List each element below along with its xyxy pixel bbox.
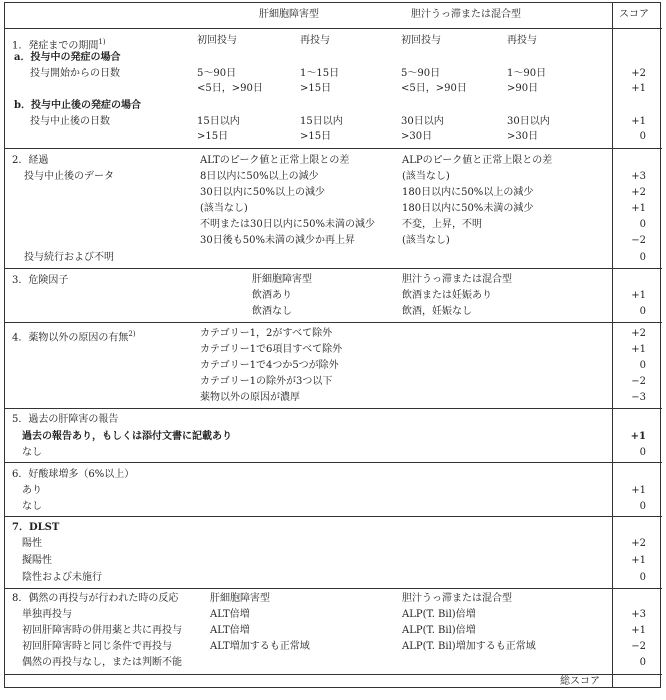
s1-b-r1-score: +1 <box>631 116 646 127</box>
s2-r1-b: (該当なし) <box>402 171 450 182</box>
s5-r2-score: 0 <box>639 447 646 458</box>
divider <box>4 268 662 269</box>
s8-r3-a: ALT増加するも正常域 <box>210 641 310 652</box>
s8-head-b: 胆汁うっ滞または混合型 <box>402 593 512 604</box>
s1-b-r2-score: 0 <box>639 131 646 142</box>
s8-r1-a: ALT倍増 <box>210 609 250 620</box>
section-3-title: 3．危険因子 <box>12 275 69 286</box>
s1-col-re-b: 再投与 <box>507 35 537 46</box>
s2-r4-a: 不明または30日以内に50%未満の減少 <box>200 219 375 230</box>
s7-r2-score: +1 <box>631 555 646 566</box>
s1-b-r1-c3: 30日以内 <box>401 116 444 127</box>
divider <box>4 516 662 517</box>
s1-b-r1-c1: 15日以内 <box>197 116 240 127</box>
s8-r2-score: +1 <box>631 625 646 636</box>
s5-r2: なし <box>22 447 42 458</box>
s6-r2: なし <box>22 501 42 512</box>
s2-r2-b: 180日以内に50%以上の減少 <box>402 187 534 198</box>
s1-a-title: a．投与中の発症の場合 <box>14 52 121 63</box>
s7-r1: 陽性 <box>22 538 42 549</box>
s6-r1-score: +1 <box>631 485 646 496</box>
s6-r1: あり <box>22 485 42 496</box>
s8-r3-cond: 初回肝障害時と同じ条件で再投与 <box>22 641 172 652</box>
s4-r3-score: 0 <box>639 360 646 371</box>
s1-a-r1-c4: 1～90日 <box>507 68 547 79</box>
s2-r1-score: +3 <box>631 171 646 182</box>
s2-r5-a: 30日後も50%未満の減少か再上昇 <box>200 235 355 246</box>
s7-r2: 擬陽性 <box>22 555 52 566</box>
divider <box>4 588 662 589</box>
s3-r2-a: 飲酒なし <box>252 306 292 317</box>
s7-r3-score: 0 <box>639 572 646 583</box>
s2-label: 投与中止後のデータ <box>24 171 114 182</box>
s1-col-initial-a: 初回投与 <box>197 35 237 46</box>
section-6-title: 6．好酸球増多（6%以上） <box>12 469 135 480</box>
s1-a-r2-c3: <5日，>90日 <box>401 83 467 94</box>
s3-head-a: 肝細胞障害型 <box>252 274 312 285</box>
s2-r2-a: 30日以内に50%以上の減少 <box>200 187 325 198</box>
s1-a-r2-c4: >90日 <box>507 83 539 94</box>
s8-r1-cond: 単独再投与 <box>22 609 72 620</box>
s1-a-r2-c1: <5日，>90日 <box>197 83 263 94</box>
divider <box>4 674 662 675</box>
s2-r3-score: +1 <box>631 203 646 214</box>
s8-head-a: 肝細胞障害型 <box>210 593 270 604</box>
s7-r1-score: +2 <box>631 538 646 549</box>
s1-b-r2-c4: >30日 <box>507 131 539 142</box>
s8-r2-b: ALP(T. Bil)倍増 <box>402 625 476 636</box>
s2-r3-b: 180日以内に50%未満の減少 <box>402 203 534 214</box>
s8-r3-score: −2 <box>631 641 646 652</box>
s2-head-b: ALPのピーク値と正常上限との差 <box>402 155 553 166</box>
s6-r2-score: 0 <box>639 501 646 512</box>
divider <box>4 322 662 323</box>
s2-r2-score: +2 <box>631 187 646 198</box>
s8-r4-cond: 偶然の再投与なし，または判断不能 <box>22 657 182 668</box>
total-score-label: 総スコア <box>560 676 600 687</box>
s4-r1: カテゴリー1，2がすべて除外 <box>200 328 333 339</box>
section-4-title: 4．薬物以外の原因の有無$^{2)}$ <box>12 330 136 344</box>
s8-r4-score: 0 <box>639 657 646 668</box>
section-7-title: 7．DLST <box>12 522 60 533</box>
s1-b-r2-c1: >15日 <box>197 131 229 142</box>
s5-r1-score: +1 <box>630 431 646 442</box>
s1-a-r1-c3: 5～90日 <box>401 68 441 79</box>
s4-r5: 薬物以外の原因が濃厚 <box>200 392 300 403</box>
s3-head-b: 胆汁うっ滞または混合型 <box>402 274 512 285</box>
s1-b-r1-c4: 30日以内 <box>507 116 550 127</box>
s4-r4-score: −2 <box>631 376 646 387</box>
s1-b-label: 投与中止後の日数 <box>30 116 110 127</box>
s8-r2-a: ALT倍増 <box>210 625 250 636</box>
s3-r2-score: 0 <box>639 306 646 317</box>
s3-r1-a: 飲酒あり <box>252 290 292 301</box>
s4-r1-score: +2 <box>631 328 646 339</box>
section-8-title: 8．偶然の再投与が行われた時の反応 <box>12 593 179 604</box>
s1-b-r1-c2: 15日以内 <box>300 116 343 127</box>
divider <box>4 462 662 463</box>
score-column-divider <box>612 2 613 688</box>
s1-a-label: 投与開始からの日数 <box>30 68 120 79</box>
header-cholestatic: 胆汁うっ滞または混合型 <box>411 9 521 20</box>
s2-r5-b: (該当なし) <box>402 235 450 246</box>
s1-b-r2-c3: >30日 <box>401 131 433 142</box>
s1-a-r1-score: +2 <box>631 68 646 79</box>
section-1-title: 1．発症までの期間$^{1)}$ <box>12 38 106 52</box>
s2-r3-a: (該当なし) <box>200 203 248 214</box>
s3-r1-b: 飲酒または妊娠あり <box>402 290 492 301</box>
s1-col-initial-b: 初回投与 <box>401 35 441 46</box>
s1-a-r1-c1: 5～90日 <box>197 68 237 79</box>
s1-a-r2-c2: >15日 <box>300 83 332 94</box>
s8-r1-b: ALP(T. Bil)倍増 <box>402 609 476 620</box>
header-hepatocellular: 肝細胞障害型 <box>259 9 319 20</box>
s1-a-r2-score: +1 <box>631 83 646 94</box>
divider <box>4 148 662 149</box>
total-divider <box>612 674 613 688</box>
s1-b-title: b．投与中止後の発症の場合 <box>14 100 141 111</box>
s1-col-re-a: 再投与 <box>300 35 330 46</box>
section-5-title: 5．過去の肝障害の報告 <box>12 414 119 425</box>
s4-r3: カテゴリー1で4つか5つが除外 <box>200 360 339 371</box>
s8-r2-cond: 初回肝障害時の併用薬と共に再投与 <box>22 625 182 636</box>
s1-a-r1-c2: 1～15日 <box>300 68 340 79</box>
s2-r4-b: 不変，上昇，不明 <box>402 219 482 230</box>
s2-cont-score: 0 <box>639 252 646 263</box>
s4-r2-score: +1 <box>631 344 646 355</box>
s2-head-a: ALTのピーク値と正常上限との差 <box>200 155 350 166</box>
s2-r5-score: −2 <box>631 235 646 246</box>
s5-r1: 過去の報告あり，もしくは添付文書に記載あり <box>22 431 232 442</box>
s2-r1-a: 8日以内に50%以上の減少 <box>200 171 319 182</box>
header-score: スコア <box>619 9 649 20</box>
s1-b-r2-c2: >15日 <box>300 131 332 142</box>
s4-r2: カテゴリー1で6項目すべて除外 <box>200 344 343 355</box>
divider <box>4 408 662 409</box>
section-2-title: 2．経過 <box>12 155 49 166</box>
s2-cont: 投与続行および不明 <box>24 252 114 263</box>
s4-r4: カテゴリー1の除外が3つ以下 <box>200 376 333 387</box>
s8-r3-b: ALP(T. Bil)増加するも正常域 <box>402 641 536 652</box>
s3-r1-score: +1 <box>631 290 646 301</box>
s3-r2-b: 飲酒，妊娠なし <box>402 306 472 317</box>
s4-r5-score: −3 <box>631 392 646 403</box>
divider <box>4 28 662 29</box>
s2-r4-score: 0 <box>639 219 646 230</box>
s7-r3: 陰性および未施行 <box>22 572 102 583</box>
s8-r1-score: +3 <box>631 609 646 620</box>
